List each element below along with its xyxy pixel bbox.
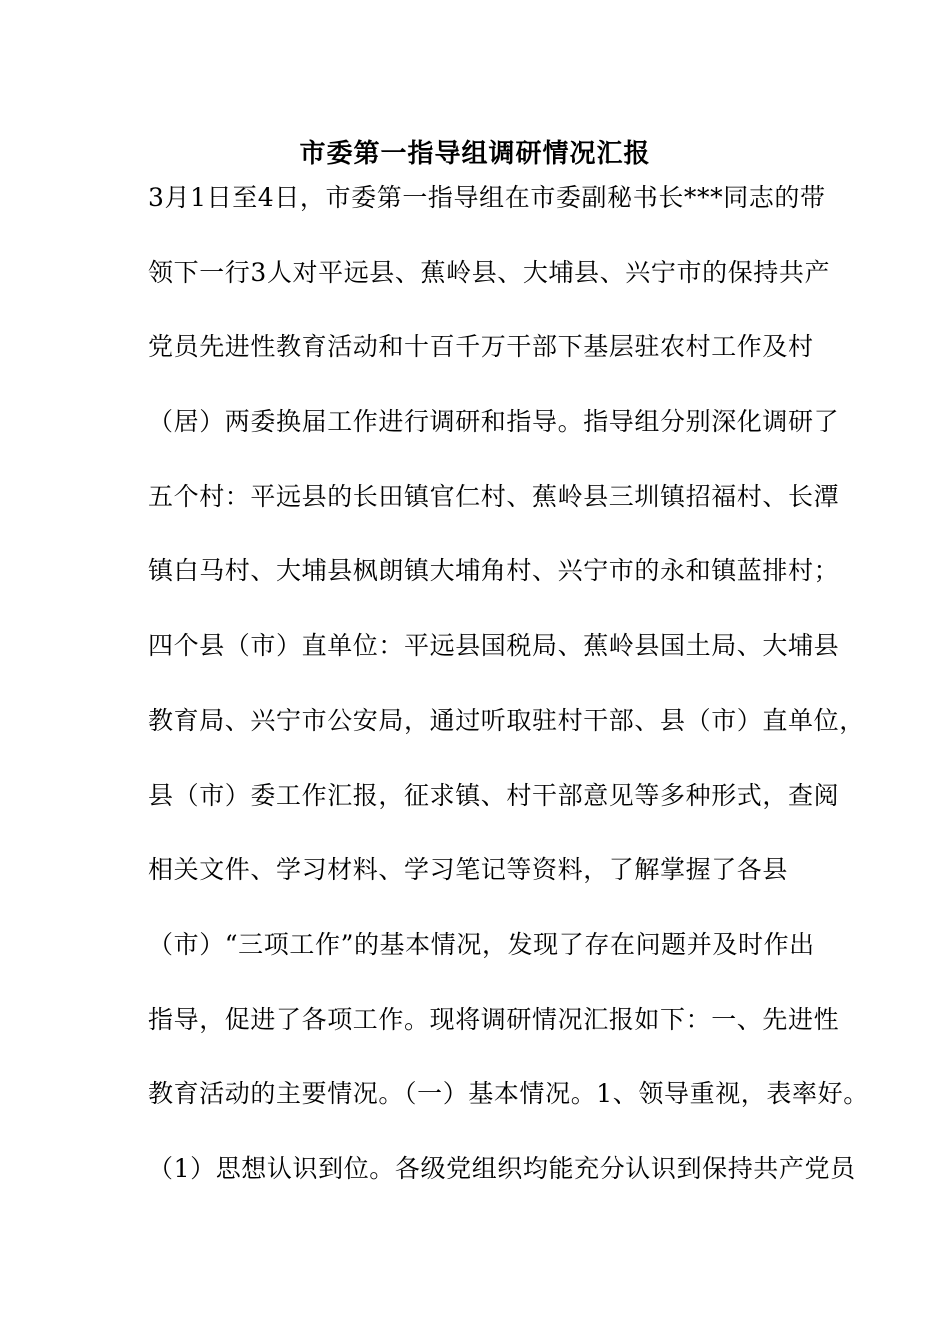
body-line: 党员先进性教育活动和十百千万干部下基层驻农村工作及村 xyxy=(148,332,814,362)
body-line: （市）“三项工作”的基本情况，发现了存在问题并及时作出 xyxy=(148,929,815,959)
body-line: 镇白马村、大埔县枫朗镇大埔角村、兴宁市的永和镇蓝排村； xyxy=(148,556,840,586)
body-line: 五个村：平远县的长田镇官仁村、蕉岭县三圳镇招福村、长潭 xyxy=(148,481,840,511)
body-line: 指导，促进了各项工作。现将调研情况汇报如下：一、先进性 xyxy=(148,1004,840,1034)
body-line: 领下一行3人对平远县、蕉岭县、大埔县、兴宁市的保持共产 xyxy=(148,257,831,287)
body-line: 相关文件、学习材料、学习笔记等资料，了解掌握了各县 xyxy=(148,855,789,885)
body-line: （居）两委换届工作进行调研和指导。指导组分别深化调研了 xyxy=(148,407,840,437)
body-line: 3月1日至4日，市委第一指导组在市委副秘书长***同志的带 xyxy=(148,183,826,212)
body-line: 教育局、兴宁市公安局，通过听取驻村干部、县（市）直单位， xyxy=(148,705,865,735)
body-line: （1）思想认识到位。各级党组织均能充分认识到保持共产党员 xyxy=(148,1153,856,1183)
body-line: 教育活动的主要情况。（一）基本情况。1、领导重视，表率好。 xyxy=(148,1079,869,1109)
document-body xyxy=(148,178,869,1224)
document-title: 市委第一指导组调研情况汇报 xyxy=(299,139,651,169)
body-line: 县（市）委工作汇报，征求镇、村干部意见等多种形式，查阅 xyxy=(148,780,840,810)
body-line: 四个县（市）直单位：平远县国税局、蕉岭县国土局、大埔县 xyxy=(148,631,840,661)
